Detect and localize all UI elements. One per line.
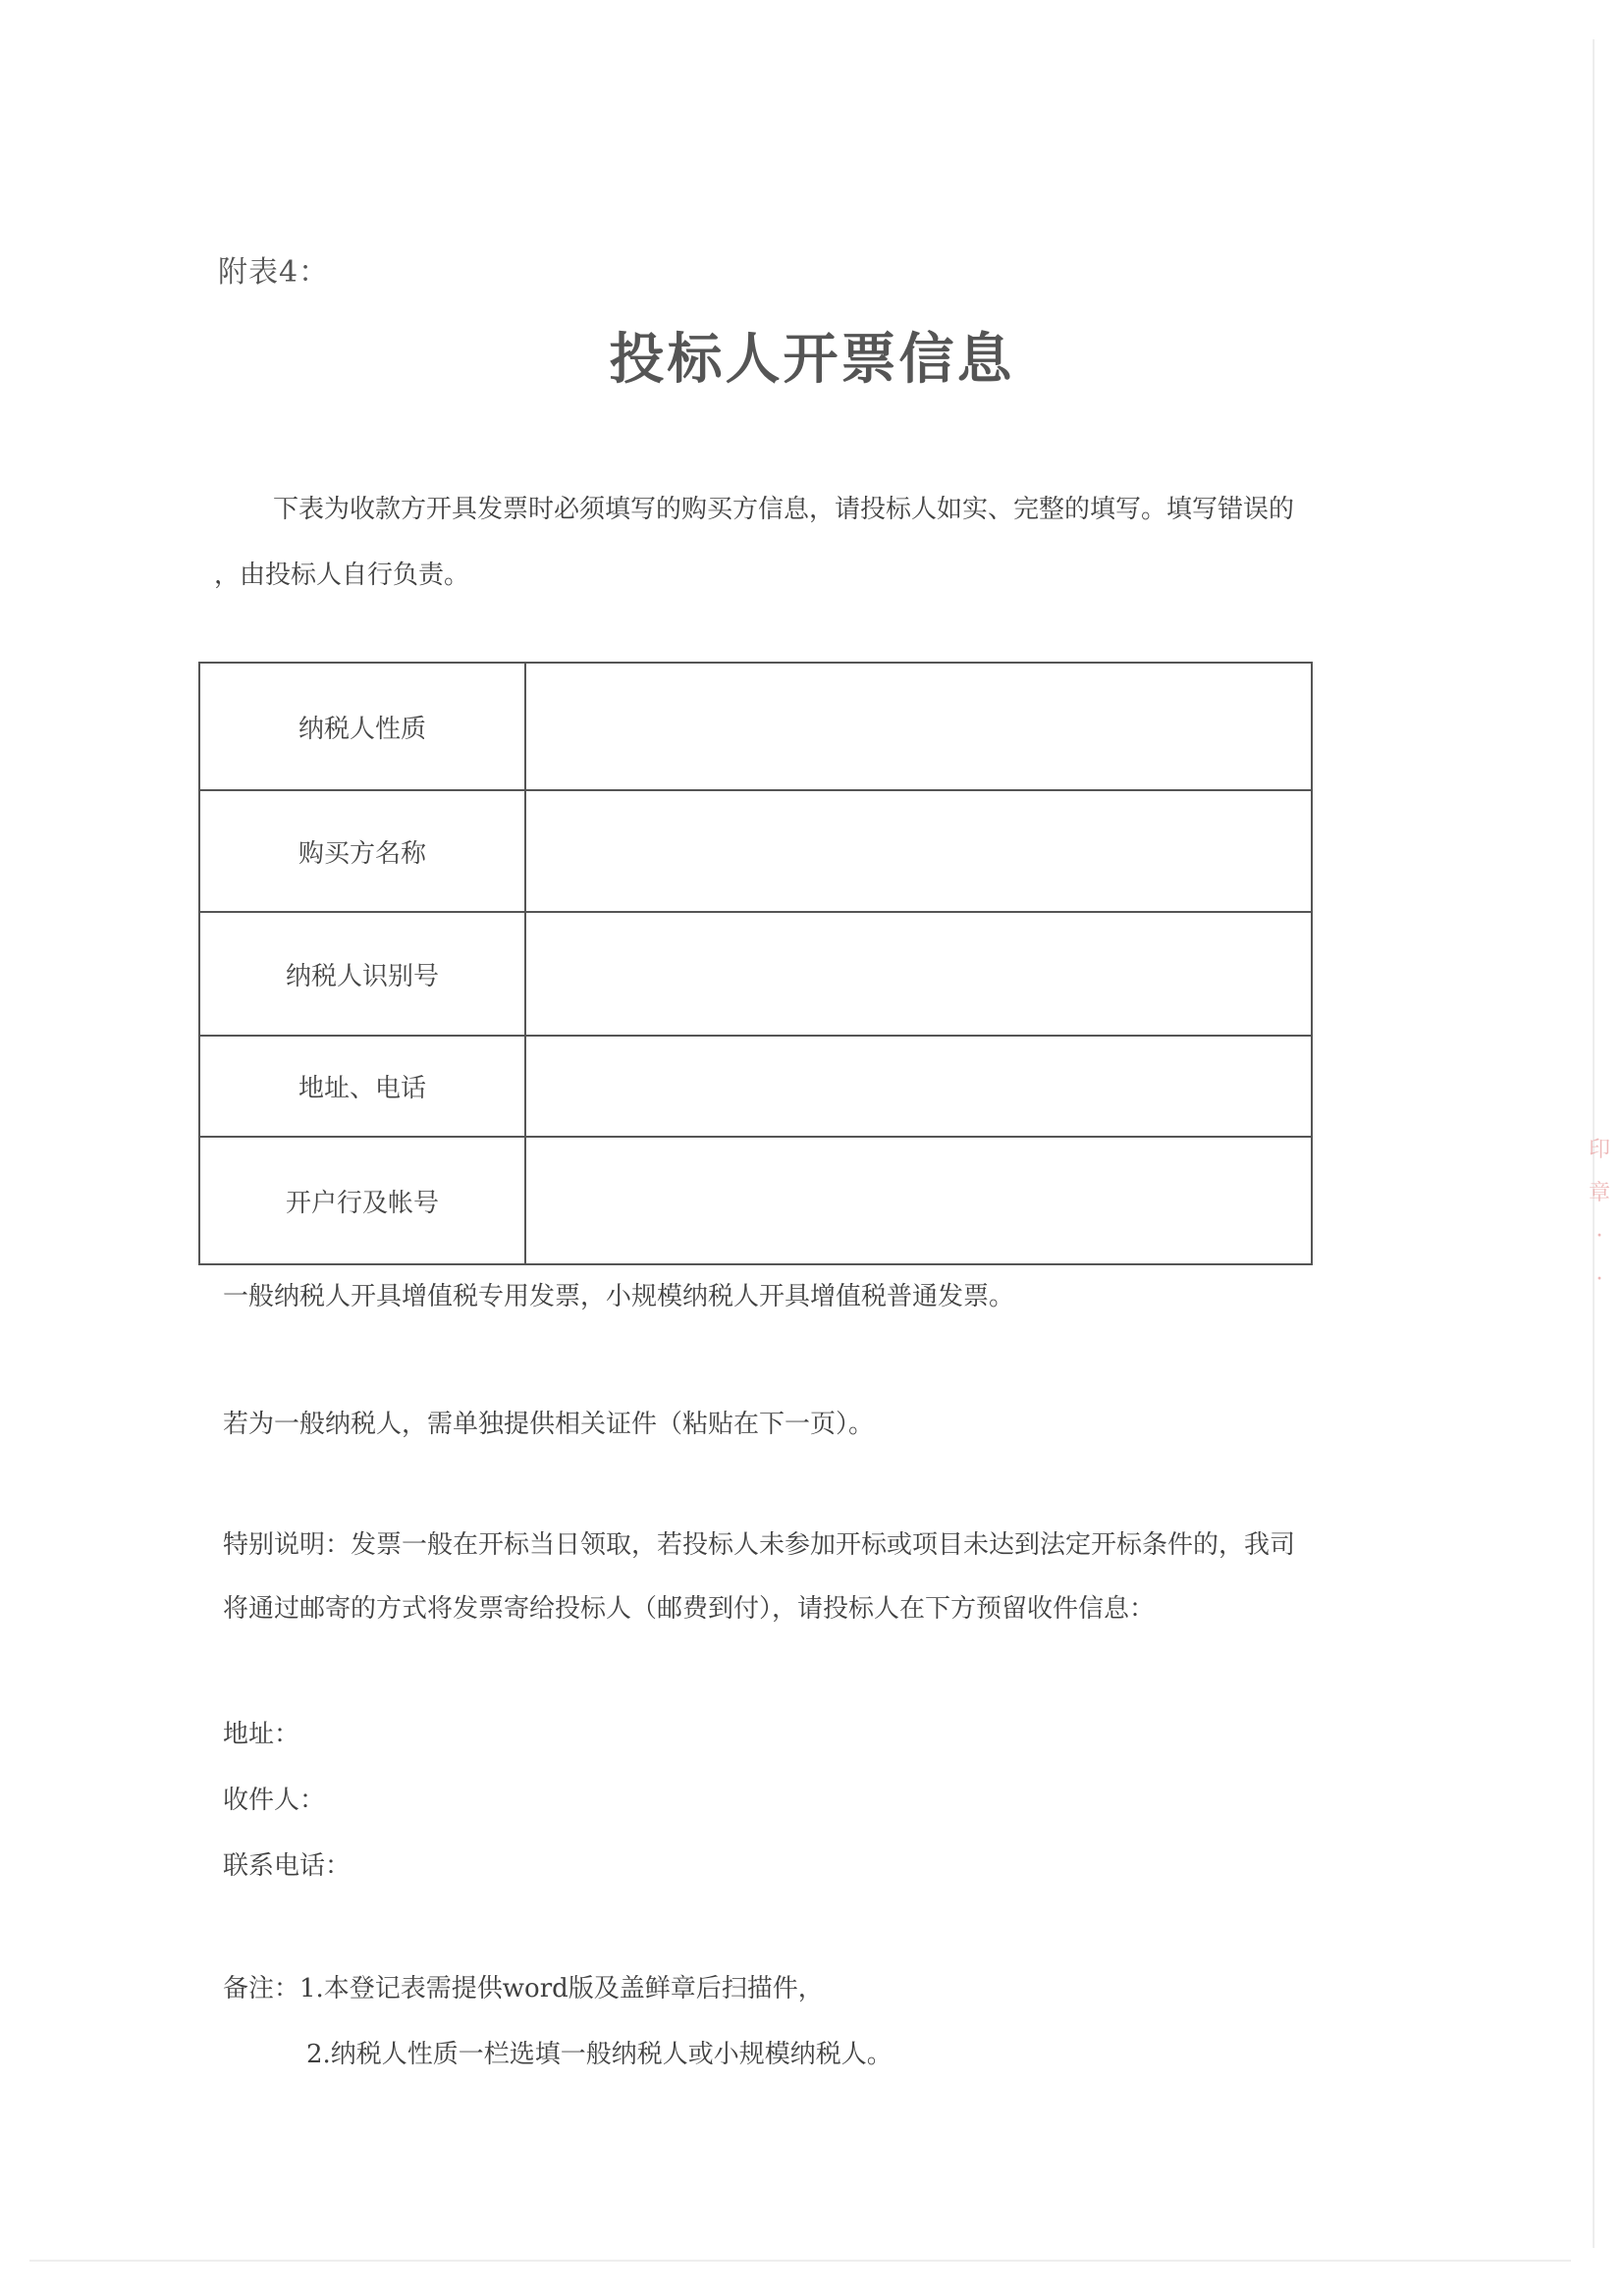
mailing-phone-label: 联系电话： (223, 1851, 352, 1881)
mailing-recipient-label: 收件人： (223, 1786, 326, 1815)
remarks-line-1: 备注：1.本登记表需提供word版及盖鲜章后扫描件， (223, 1974, 824, 2003)
table-row (199, 1036, 1312, 1137)
table-row (199, 1137, 1312, 1264)
remarks-line-2: 2.纳税人性质一栏选填一般纳税人或小规模纳税人。 (306, 2040, 893, 2069)
intro-line-1: 下表为收款方开具发票时必须填写的购买方信息，请投标人如实、完整的填写。填写错误的 (273, 495, 1295, 524)
bank-account-field[interactable] (525, 1137, 1312, 1264)
seal-fragment: 印 章 · · (1588, 1138, 1610, 1292)
bank-account-label: 开户行及帐号 (199, 1137, 525, 1264)
buyer-name-field[interactable] (525, 790, 1312, 912)
special-note-line-1: 特别说明：发票一般在开标当日领取，若投标人未参加开标或项目未达到法定开标条件的，我司 (223, 1530, 1296, 1560)
table-row (199, 790, 1312, 912)
general-taxpayer-note: 若为一般纳税人，需单独提供相关证件（粘贴在下一页）。 (223, 1410, 875, 1439)
scan-edge-bottom (29, 2260, 1571, 2262)
address-phone-field[interactable] (525, 1036, 1312, 1137)
mailing-address-label: 地址： (223, 1720, 300, 1749)
taxpayer-type-label: 纳税人性质 (199, 663, 525, 790)
taxpayer-type-field[interactable] (525, 663, 1312, 790)
address-phone-label: 地址、电话 (199, 1036, 525, 1137)
invoice-type-note: 一般纳税人开具增值税专用发票，小规模纳税人开具增值税普通发票。 (223, 1282, 1015, 1311)
taxpayer-id-label: 纳税人识别号 (199, 912, 525, 1036)
annex-label: 附表4： (218, 255, 330, 290)
buyer-name-label: 购买方名称 (199, 790, 525, 912)
invoice-info-table (198, 662, 1313, 1265)
taxpayer-id-field[interactable] (525, 912, 1312, 1036)
table-row (199, 663, 1312, 790)
table-row (199, 912, 1312, 1036)
special-note-line-2: 将通过邮寄的方式将发票寄给投标人（邮费到付），请投标人在下方预留收件信息： (223, 1594, 1156, 1624)
intro-line-2: ，由投标人自行负责。 (214, 561, 470, 590)
page-title: 投标人开票信息 (609, 328, 1015, 392)
